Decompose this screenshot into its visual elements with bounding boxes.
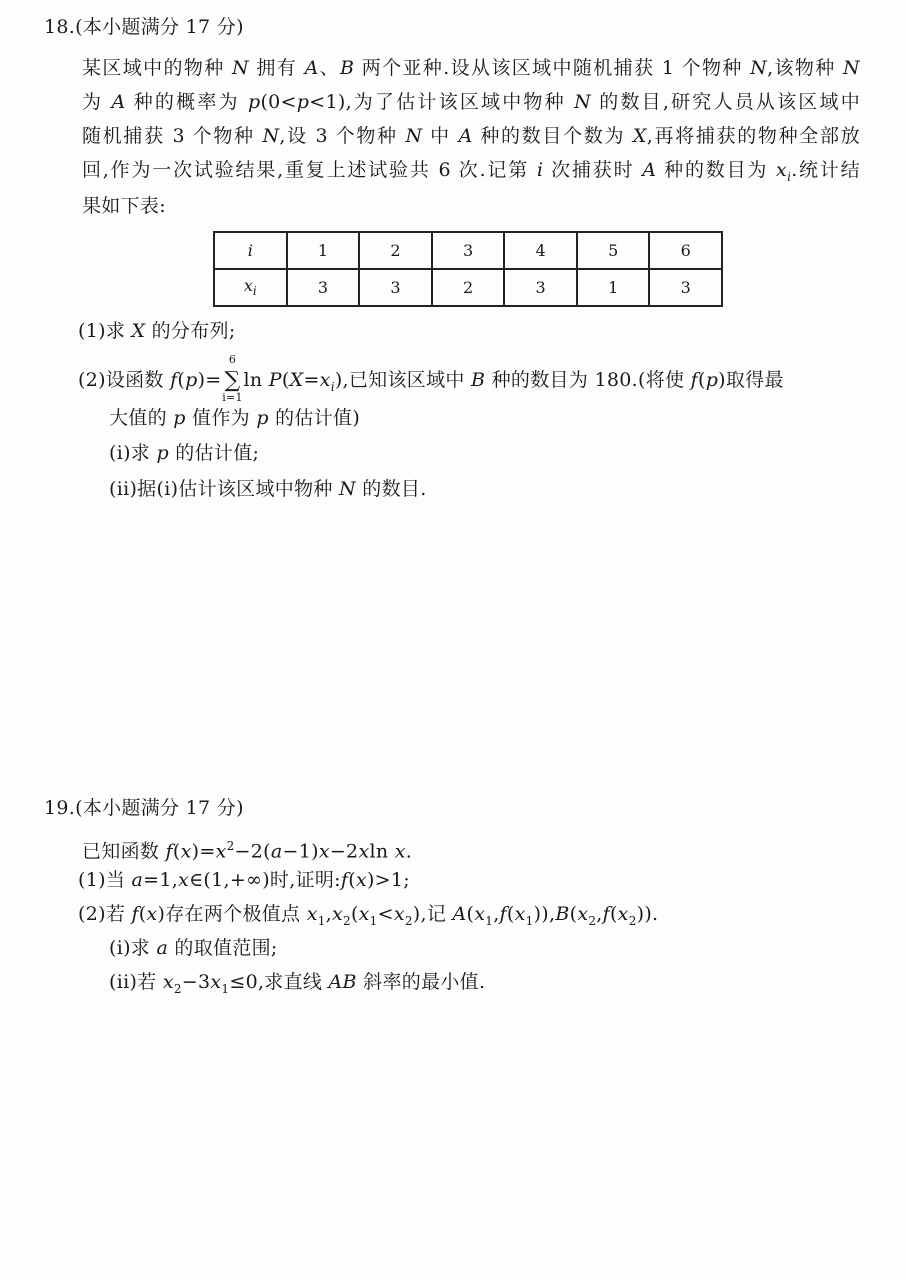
table-header-xi: $x_i$ xyxy=(214,269,287,306)
table-cell: 3 xyxy=(649,269,722,306)
table-cell: 1 xyxy=(577,269,650,306)
q18-part-1: (1)求 X 的分布列; xyxy=(78,320,236,342)
table-cell: 2 xyxy=(359,232,432,269)
q18-sub-i: (i)求 p 的估计值; xyxy=(109,442,260,464)
q19-header: 19.(本小题满分 17 分) xyxy=(44,797,244,819)
q18-sub-ii: (ii)据(i)估计该区域中物种 N 的数目. xyxy=(109,478,427,500)
q19-sub-ii: (ii)若 $x_2-3x_1\le 0$,求直线 AB 斜率的最小值. xyxy=(109,971,486,996)
table-cell: 3 xyxy=(504,269,577,306)
q18-stem-line-3: 随机捕获 3 个物种 N,设 3 个物种 N 中 A 种的数目个数为 X,再将捕获的物种全部放 xyxy=(82,125,860,147)
q18-stem-line-4: 回,作为一次试验结果,重复上述试验共 6 次.记第 i 次捕获时 A 种的数目为 $x_i$.统计结 xyxy=(82,159,860,184)
table-cell: 1 xyxy=(287,232,360,269)
table-cell: 3 xyxy=(359,269,432,306)
q19-part-2: (2)若 f(x)存在两个极值点 $x_1,x_2(x_1<x_2)$,记 $A(x_1,f(x_1)),B(x_2,f(x_2))$. xyxy=(78,903,659,928)
table-cell: 3 xyxy=(287,269,360,306)
q18-data-table xyxy=(213,231,723,307)
table-row-xi xyxy=(214,269,722,306)
q18-part-2-line-2: 大值的 p 值作为 p 的估计值) xyxy=(109,407,361,429)
q19-part-1: (1)当 a=1,x∈(1,+∞)时,证明:f(x)>1; xyxy=(78,869,410,891)
table-cell: 4 xyxy=(504,232,577,269)
table-cell: 3 xyxy=(432,232,505,269)
q18-stem-line-5: 果如下表: xyxy=(82,195,166,217)
q19-sub-i: (i)求 a 的取值范围; xyxy=(109,937,278,959)
summation-symbol: 6 ∑ i=1 xyxy=(222,353,243,404)
table-cell: 6 xyxy=(649,232,722,269)
q18-header: 18.(本小题满分 17 分) xyxy=(44,16,244,38)
q18-part-2: (2)设函数 f(p)= 6 ∑ i=1 $\ln P(X=x_i)$,已知该区域中 B 种的数目为 180.(将使 f(p)取得最 xyxy=(78,353,784,404)
q18-stem-line-2: 为 A 种的概率为 p(0<p<1),为了估计该区域中物种 N 的数目,研究人员从该区域中 xyxy=(82,91,861,113)
table-cell: 5 xyxy=(577,232,650,269)
q18-stem-line-1: 某区域中的物种 N 拥有 A、B 两个亚种.设从该区域中随机捕获 1 个物种 N,该物种 N xyxy=(82,57,860,79)
table-row-i xyxy=(214,232,722,269)
table-cell: 2 xyxy=(432,269,505,306)
table-header-i: i xyxy=(214,232,287,269)
q19-stem: 已知函数 $f(x)=x^2-2(a-1)x-2xln$ x. xyxy=(82,839,413,863)
